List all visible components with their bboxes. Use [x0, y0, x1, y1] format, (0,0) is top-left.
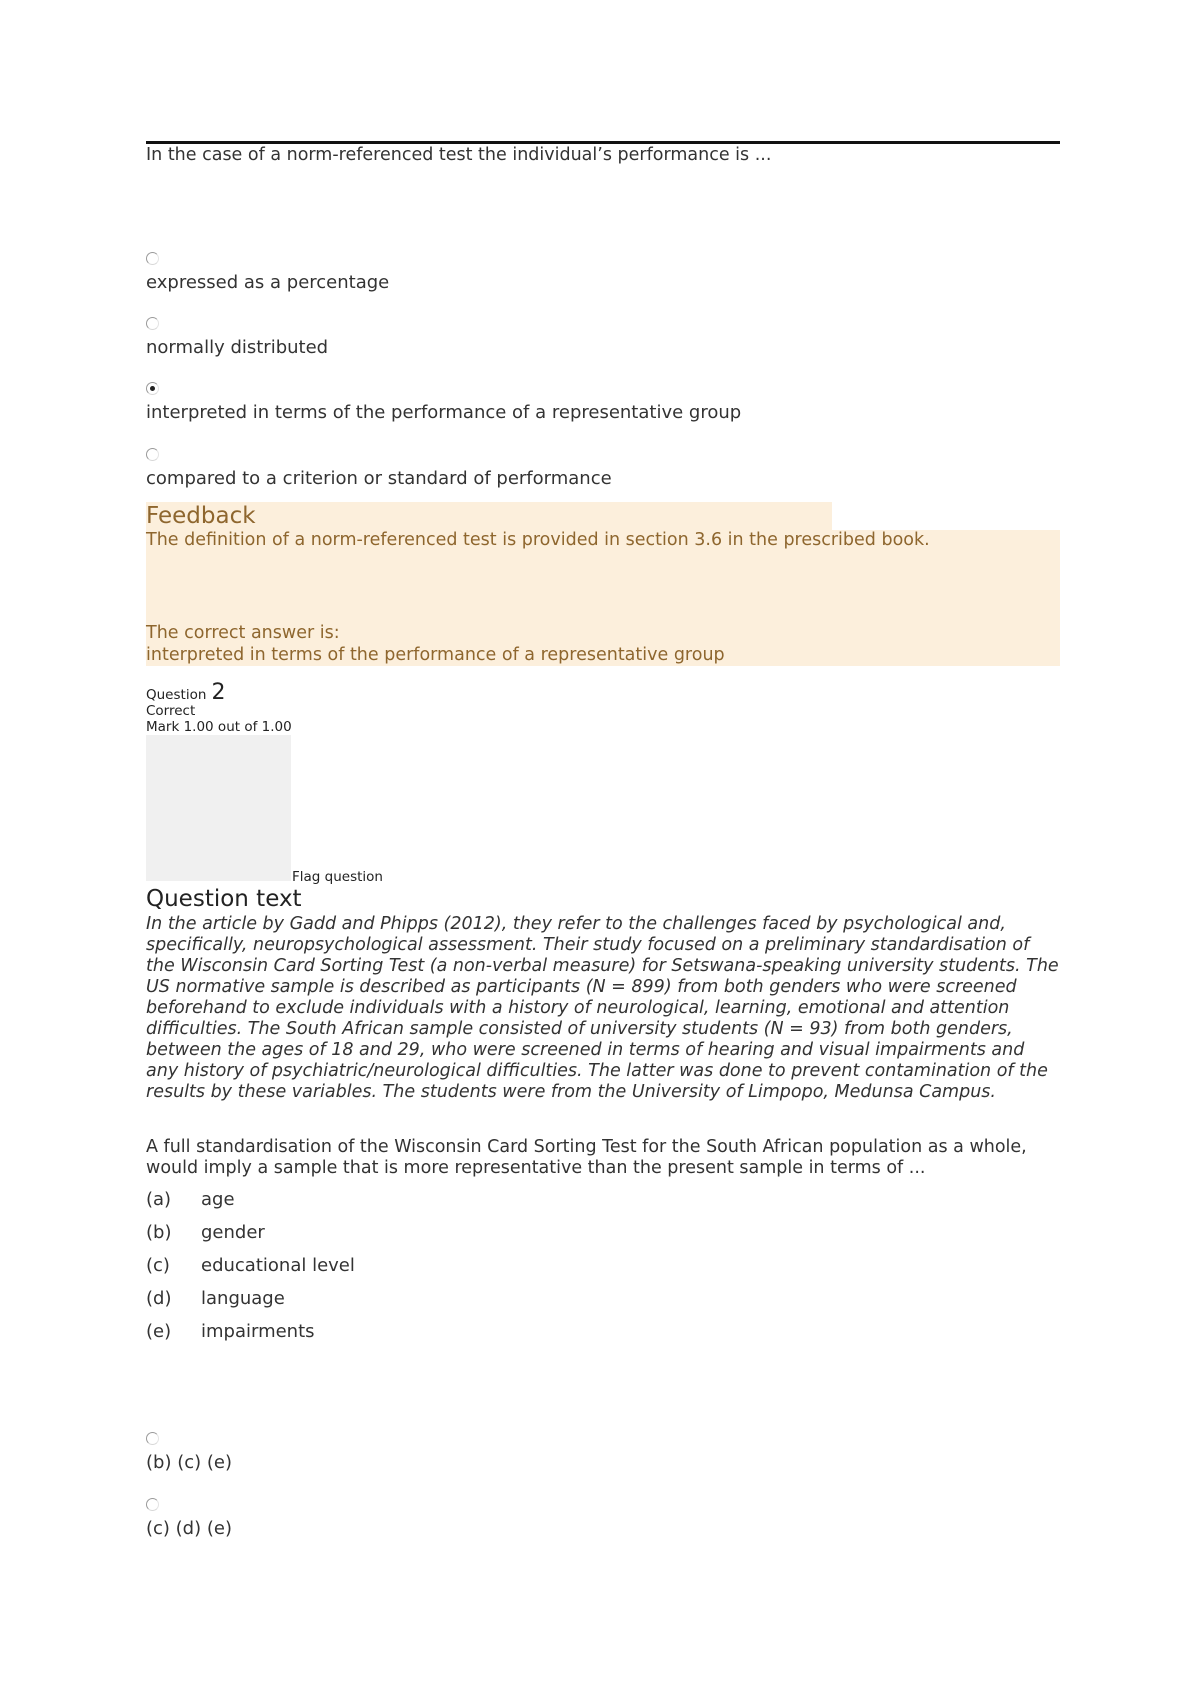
answer-option-2[interactable] — [146, 317, 328, 358]
item-letter: (a) — [146, 1189, 172, 1210]
question-2-text: A full standardisation of the Wisconsin Card Sorting Test for the South African population as a whole, would imply a sample that is more representative than the present sample in terms of ... — [146, 1137, 1027, 1178]
feedback-title: Feedback — [146, 503, 256, 529]
item-letter: (b) — [146, 1222, 172, 1243]
list-item — [146, 1321, 355, 1354]
list-item — [146, 1288, 355, 1321]
answer-option-label: interpreted in terms of the performance of a representative group — [146, 402, 742, 423]
list-item — [146, 1222, 355, 1255]
question-mark: Mark 1.00 out of 1.00 — [146, 719, 292, 735]
question-scenario: In the article by Gadd and Phipps (2012), they refer to the challenges faced by psychological and, specifically, neuropsychological assessment. Their study focused on a preliminary standardisation of the Wisconsin Card Sorting Test (a non-verbal measure) for Setswana-speaking university students. The US normative sample is described as participants (N = 899) from both genders who were screened beforehand to exclude individuals with a history of neurological, learning, emotional and attention difficulties. The South African sample consisted of university students (N = 93) from both genders, between the ages of 18 and 29, who were screened in terms of hearing and visual impairments and any history of psychiatric/neurological difficulties. The latter was done to prevent contamination of the results by these variables. The students were from the University of Limpopo, Medunsa Campus. — [146, 914, 1059, 1102]
question-number-value: 2 — [211, 680, 226, 705]
radio-unchecked-icon[interactable] — [146, 252, 159, 265]
question-text-heading: Question text — [146, 886, 302, 912]
answer-option-4[interactable] — [146, 448, 612, 489]
radio-unchecked-icon[interactable] — [146, 317, 159, 330]
answer-option-2[interactable] — [146, 1498, 232, 1539]
list-item — [146, 1255, 355, 1288]
answer-option-label: (c) (d) (e) — [146, 1518, 232, 1539]
item-letter: (e) — [146, 1321, 172, 1342]
item-list — [146, 1189, 355, 1354]
feedback-header — [146, 502, 832, 530]
correct-answer-label: The correct answer is: — [146, 623, 340, 643]
item-text: gender — [201, 1222, 265, 1243]
answer-option-label: expressed as a percentage — [146, 272, 390, 293]
answer-option-3[interactable] — [146, 382, 741, 423]
feedback-panel — [146, 530, 1060, 666]
radio-unchecked-icon[interactable] — [146, 1432, 159, 1445]
item-letter: (d) — [146, 1288, 172, 1309]
radio-unchecked-icon[interactable] — [146, 448, 159, 461]
answer-option-1[interactable] — [146, 1432, 232, 1473]
question-number — [146, 680, 225, 705]
item-letter: (c) — [146, 1255, 170, 1276]
radio-checked-icon[interactable] — [146, 382, 159, 395]
feedback-definition: The definition of a norm-referenced test is provided in section 3.6 in the prescribed book. — [146, 530, 930, 550]
question-status: Correct — [146, 703, 196, 719]
item-text: age — [201, 1189, 235, 1210]
answer-option-label: compared to a criterion or standard of performance — [146, 468, 612, 489]
radio-unchecked-icon[interactable] — [146, 1498, 159, 1511]
question-divider — [146, 141, 1060, 144]
list-item — [146, 1189, 355, 1222]
answer-option-label: (b) (c) (e) — [146, 1452, 232, 1473]
item-text: language — [201, 1288, 285, 1309]
question-1-text: In the case of a norm-referenced test the individual’s performance is ... — [146, 145, 772, 165]
item-text: educational level — [201, 1255, 355, 1276]
item-text: impairments — [201, 1321, 315, 1342]
answer-option-label: normally distributed — [146, 337, 329, 358]
flag-question-link[interactable]: Flag question — [292, 869, 383, 885]
answer-option-1[interactable] — [146, 252, 389, 293]
flag-icon[interactable] — [146, 735, 291, 881]
correct-answer-text: interpreted in terms of the performance of a representative group — [146, 645, 725, 665]
question-label: Question — [146, 687, 207, 703]
